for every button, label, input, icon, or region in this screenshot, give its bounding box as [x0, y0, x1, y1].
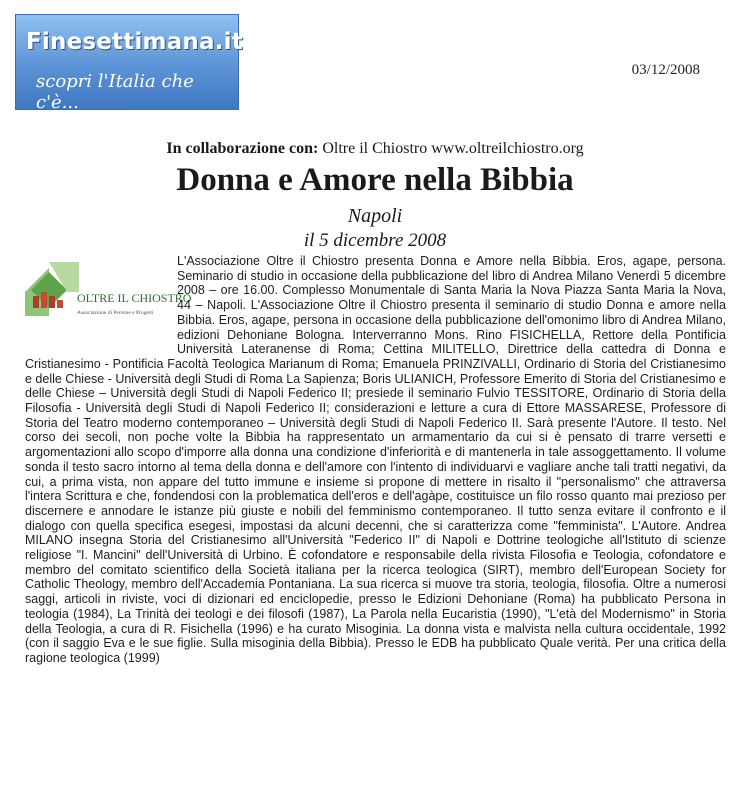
article-text: L'Associazione Oltre il Chiostro presenta Donna e Amore nella Bibbia. Eros, agape, persona. Seminario di studio in occasione della pubblicazione del libro di Andrea Milano Venerdì 5 dicembre 2008 – ore 16.00. Complesso Monumentale di Santa Maria la Nova Piazza Santa Maria la Nova, 44 – Napoli. L'Associazione Oltre il Chiostro presenta il seminario di studio Donna e amore nella Bibbia. Eros, agape, persona in occasione della pubblicazione dell'omonimo libro di Andrea Milano, edizioni Dehoniane Bologna. Interverranno Mons. Rino FISICHELLA, Rettore della Pontificia Università Lateranense di Roma; Cettina MILITELLO, Direttrice della cattedra di Donna e Cristianesimo - Pontificia Facoltà Teologica Marianum di Roma; Emanuela PRINZIVALLI, Ordinario di Storia del Cristianesimo e delle Chiese - Università degli Studi di Roma La Sapienza; Boris ULIANICH, Professore Emerito di Storia del Cristianesimo e delle Chiese – Università degli Studi di Napoli Federico II; presiede il seminario Fulvio TESSITORE, Ordinario di Storia della Filosofia - Università degli Studi di Napoli Federico II; considerazioni e letture a cura di Ettore MASSARESE, Professore di Storia del Teatro moderno contemporaneo – Università degli Studi di Napoli Federico II. Sarà presente l'Autore. Il testo. Nel corso dei secoli, non poche volte la Bibbia ha rappresentato un armamentario da cui si è pensato di trarre versetti e argomentazioni allo scopo d'imporre alla donna una condizione d'inferiorità e di mantenerla in tale assoggettamento. Il volume sonda il testo sacro intorno al tema della donna e dell'amore con l'intento di individuarvi e vagliare anche tali tratti negativi, da cui, a prima vista, non appare del tutto immune e insieme si propone di mettere in risalto il "personalismo" che attraversa l'intera Scrittura e che, fondendosi con la problematica dell'eros e dell'agàpe, costituisce un filo rosso quanto mai prezioso per discernere e annodare le istanze più giuste e nobili del femminismo contemporaneo. Il tutto senza evitare il confronto e il dialogo con quella specifica esegesi, impostasi da alcuni decenni, che si caratterizza come "femminista". L'Autore. Andrea MILANO insegna Storia del Cristianesimo all'Università "Federico II" di Napoli e Dottrine teologiche all'Istituto di scienze religiose "I. Mancini" dell'Università di Urbino. È cofondatore e responsabile della rivista Filosofia e Teologia, cofondatore e membro del comitato scientifico della Società italiana per la ricerca teologica (SIRT), membro dell'European Society for Catholic Theology, membro dell'Accademia Pontaniana. La sua ricerca si muove tra storia, teologia, filosofia. Oltre a numerosi saggi, articoli in riviste, voci di dizionari ed enciclopedie, presso le Edizioni Dehoniane (Roma) ha pubblicato Persona in teologia (1984), La Trinità dei teologi e dei filosofi (1987), La Parola nella Eucaristia (1990), "L'età del Modernismo" in Storia della Teologia, a cura di R. Fisichella (1996) e ha curato Misoginia. La donna vista e malvista nella cultura occidentale, 1992 (con il saggio Eva e le sue figlie. Sulla misoginia della Bibbia). Presso le EDB ha pubblicato Quale verità. Per una critica della ragione teologica (1999) [25, 254, 727, 665]
site-logo[interactable] [15, 14, 243, 113]
collaboration-text: Oltre il Chiostro www.oltreilchiostro.org [322, 140, 584, 157]
event-city: Napoli [347, 205, 403, 227]
article-body [25, 254, 726, 666]
collaboration-label: In collaborazione con: [166, 140, 319, 157]
logo-tagline: scopri l'Italia che c'è... [36, 71, 194, 113]
logo-spacer [25, 254, 177, 344]
event-date: il 5 dicembre 2008 [303, 230, 447, 251]
logo-title: Finesettimana.it [26, 29, 243, 55]
publication-date: 03/12/2008 [631, 62, 700, 78]
article-title: Donna e Amore nella Bibbia [176, 162, 574, 198]
association-subtitle: Associazione di Persone e Progetti [77, 310, 154, 316]
association-name: OLTRE IL CHIOSTRO [77, 291, 192, 305]
collaboration-line [0, 140, 750, 158]
